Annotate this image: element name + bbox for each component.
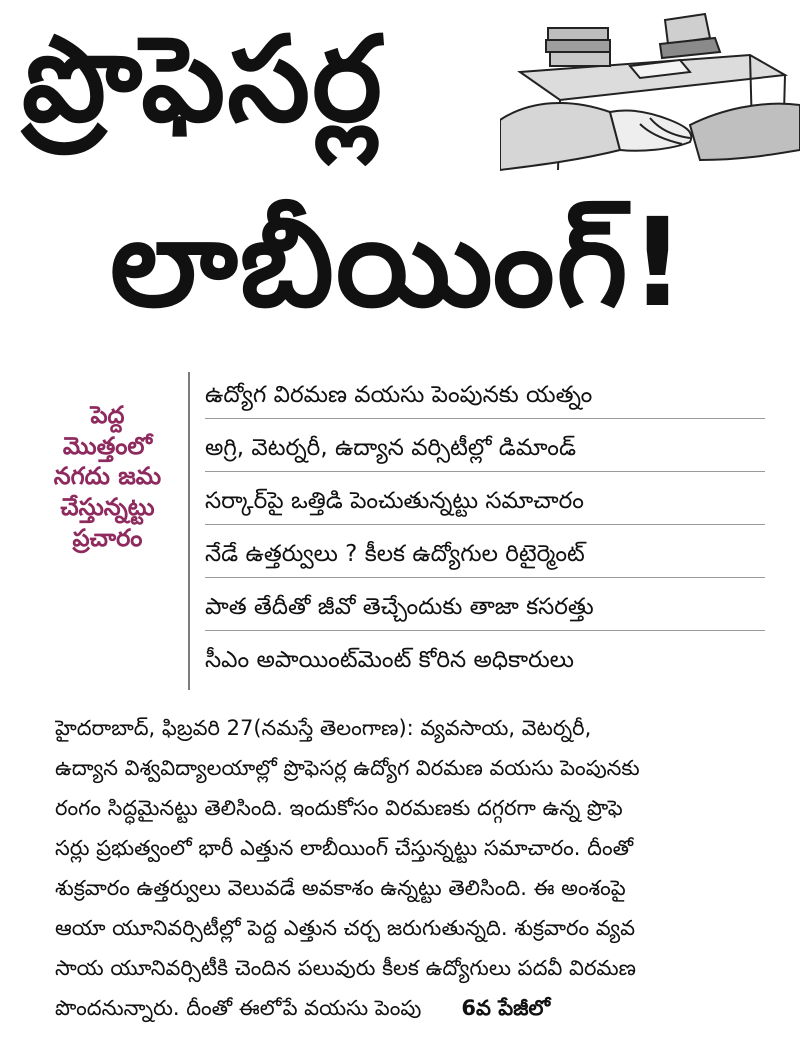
deck-line: ఉద్యోగ విరమణ వయసు పెంపునకు యత్నం: [205, 372, 765, 419]
body-line: రంగం సిద్ధమైనట్టు తెలిసింది. ఇందుకోసం విరమణకు దగ్గరగా ఉన్న ప్రొఫె: [55, 796, 623, 820]
deck-highlights: [205, 372, 765, 689]
body-line: సర్లు ప్రభుత్వంలో భారీ ఎత్తున లాబీయింగ్ చేస్తున్నట్టు సమాచారం. దీంతో: [55, 836, 634, 860]
body-line: ఉద్యాన విశ్వవిద్యాలయాల్లో ప్రొఫెసర్ల ఉద్యోగ విరమణ వయసు పెంపునకు: [55, 756, 640, 780]
continuation-note: 6వ పేజీలో: [461, 996, 551, 1020]
article-body: [55, 708, 775, 1028]
headline-line-2: లాబీయింగ్!: [110, 192, 688, 334]
deck-line: అగ్రి, వెటర్నరీ, ఉద్యాన వర్సిటీల్లో డిమాండ్: [205, 425, 765, 472]
desk-handshake-illustration: [500, 0, 800, 175]
headline-line-1: ప్రొఫెసర్ల: [22, 10, 385, 148]
body-line: హైదరాబాద్, ఫిబ్రవరి 27(నమస్తే తెలంగాణ): వ్యవసాయ, వెటర్నరీ,: [55, 716, 592, 740]
sidebar-callout: [40, 400, 175, 554]
sidebar-line: మొత్తంలో: [62, 431, 153, 460]
sidebar-line: పెద్ద: [90, 401, 125, 429]
deck-line: పాత తేదీతో జీవో తెచ్చేందుకు తాజా కసరత్తు: [205, 584, 765, 631]
body-line-last: [55, 988, 775, 1028]
deck-line: సీఎం అపాయింట్‌మెంట్ కోరిన అధికారులు: [205, 647, 574, 673]
body-line: సాయ యూనివర్సిటీకి చెందిన పలువురు కీలక ఉద్యోగులు పదవీ విరమణ: [55, 956, 636, 980]
deck-line: నేడే ఉత్తర్వులు ? కీలక ఉద్యోగుల రిటైర్మెంట్: [205, 531, 765, 578]
body-line: ఆయా యూనివర్సిటీల్లో పెద్ద ఎత్తున చర్చ జరుగుతున్నది. శుక్రవారం వ్యవ: [55, 916, 636, 940]
sidebar-line: నగదు జమ: [53, 462, 162, 491]
vertical-divider: [188, 372, 190, 690]
sidebar-line: చేస్తున్నట్టు: [60, 493, 155, 522]
body-line: శుక్రవారం ఉత్తర్వులు వెలువడే అవకాశం ఉన్నట్టు తెలిసింది. ఈ అంశంపై: [55, 876, 626, 900]
body-line-text: పొందనున్నారు. దీంతో ఈలోపే వయసు పెంపు: [55, 996, 422, 1020]
sidebar-line: ప్రచారం: [72, 523, 143, 552]
deck-line: సర్కార్‌పై ఒత్తిడి పెంచుతున్నట్టు సమాచారం: [205, 478, 765, 525]
